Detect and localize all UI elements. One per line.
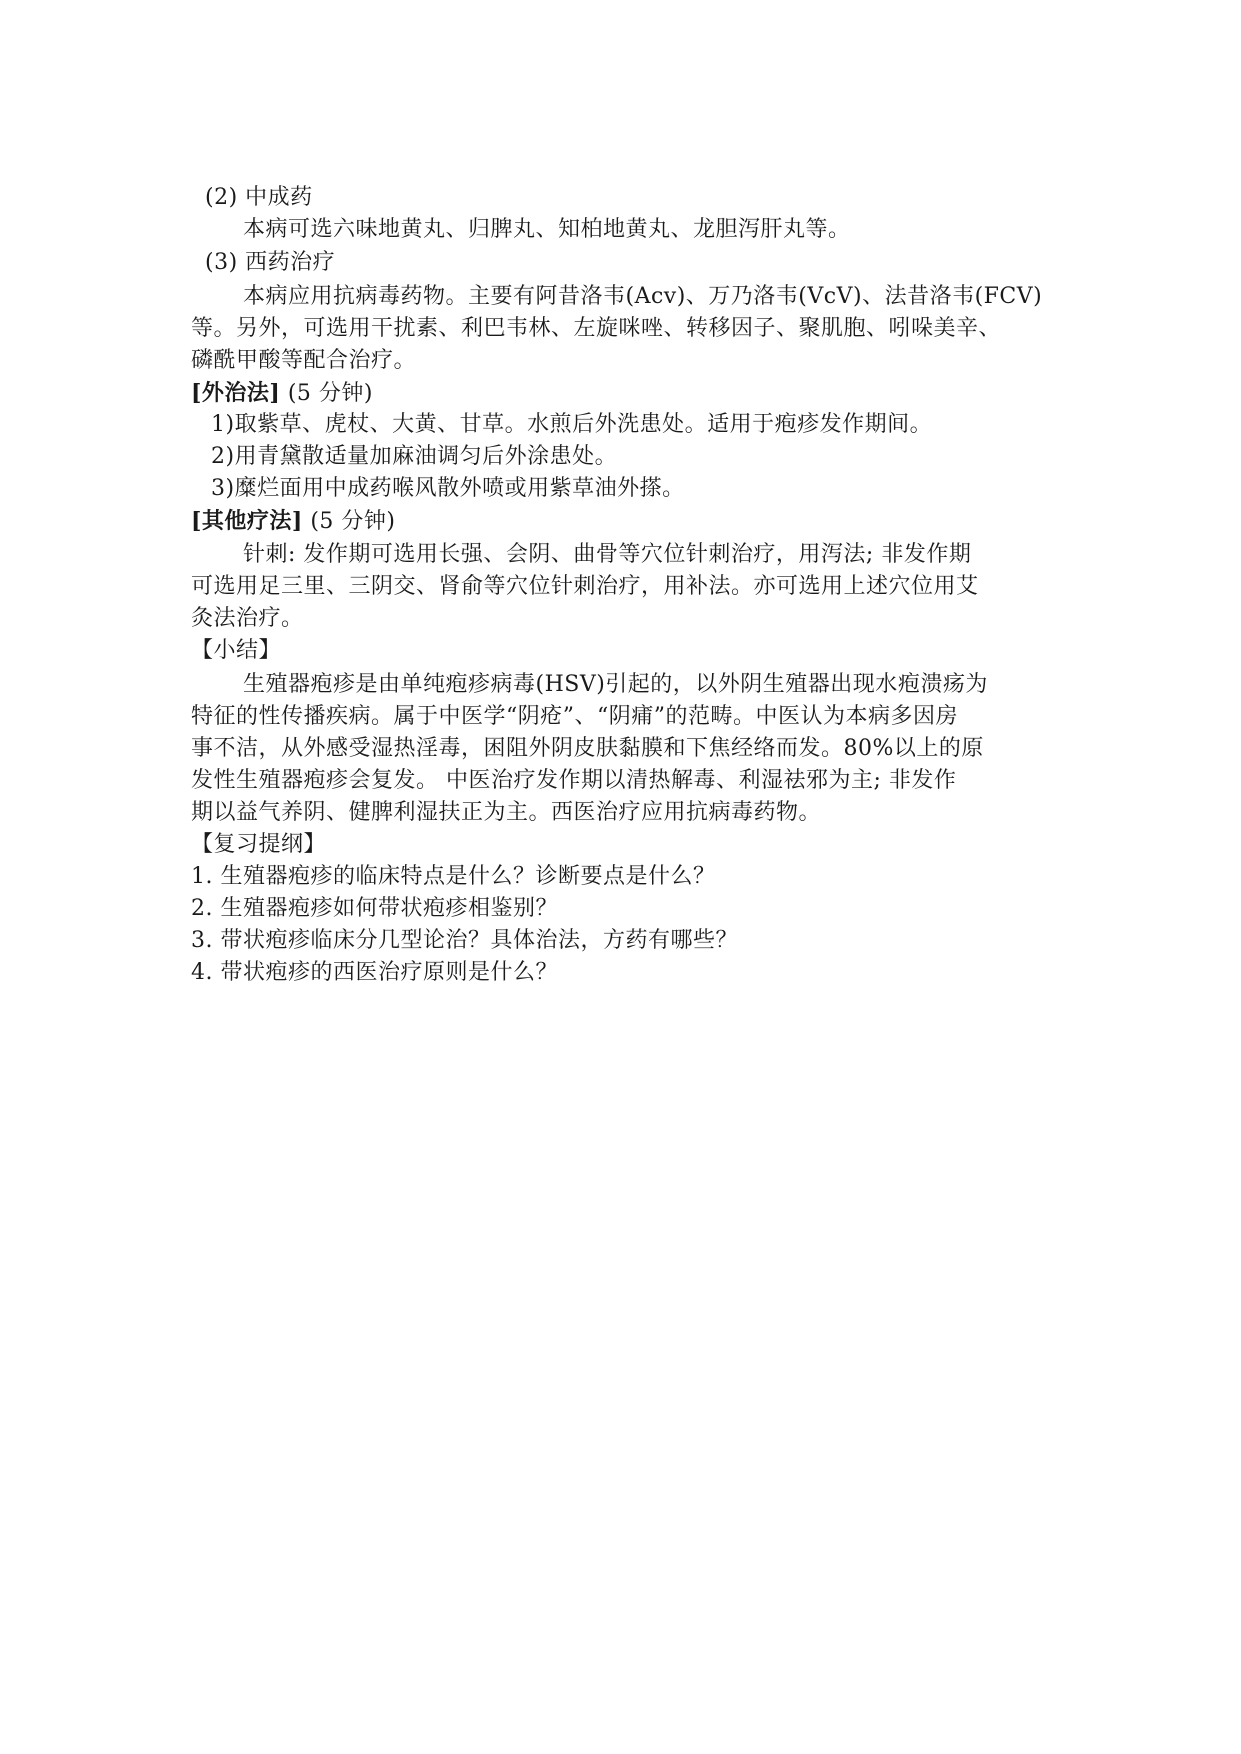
- summary-line-3: 事不洁，从外感受湿热淫毒，困阻外阴皮肤黏膜和下焦经络而发。80%以上的原: [191, 736, 984, 761]
- cpm-text: 本病可选六味地黄丸、归脾丸、知柏地黄丸、龙胆泻肝丸等。: [243, 217, 851, 242]
- cpm-heading: (2) 中成药: [205, 185, 313, 210]
- summary-line-2: 特征的性传播疾病。属于中医学“阴疮”、“阴痡”的范畴。中医认为本病多因房: [191, 704, 958, 729]
- external-heading: [191, 377, 373, 410]
- summary-title: 【小结】: [191, 638, 282, 663]
- summary-line-4: 发性生殖器疱疹会复发。 中医治疗发作期以清热解毒、利湿祛邪为主; 非发作: [191, 768, 957, 793]
- external-item-2: 2)用青黛散适量加麻油调匀后外涂患处。: [211, 444, 618, 469]
- other-line-1: 针刺: 发作期可选用长强、会阴、曲骨等穴位针刺治疗，用泻法; 非发作期: [243, 542, 972, 567]
- western-heading: (3) 西药治疗: [205, 250, 336, 275]
- western-line-2: 等。另外，可选用干扰素、利巴韦林、左旋咪唑、转移因子、聚肌胞、吲哚美辛、: [191, 316, 1002, 341]
- other-duration: (5 分钟): [310, 509, 396, 534]
- external-duration: (5 分钟): [287, 381, 373, 406]
- review-question-3: 3. 带状疱疹临床分几型论治？具体治法，方药有哪些？: [191, 928, 738, 953]
- external-item-1: 1)取紫草、虎杖、大黄、甘草。水煎后外洗患处。适用于疱疹发作期间。: [211, 412, 933, 437]
- other-line-3: 灸法治疗。: [191, 606, 304, 631]
- western-line-1: 本病应用抗病毒药物。主要有阿昔洛韦(Acv)、万乃洛韦(VcV)、法昔洛韦(FCV): [243, 284, 1043, 309]
- review-question-4: 4. 带状疱疹的西医治疗原则是什么？: [191, 960, 558, 985]
- summary-line-1: 生殖器疱疹是由单纯疱疹病毒(HSV)引起的，以外阴生殖器出现水疱溃疡为: [243, 672, 988, 697]
- external-item-3: 3)糜烂面用中成药喉风散外喷或用紫草油外搽。: [211, 476, 685, 501]
- review-question-1: 1. 生殖器疱疹的临床特点是什么？诊断要点是什么？: [191, 864, 716, 889]
- other-heading: [191, 505, 396, 538]
- summary-line-5: 期以益气养阴、健脾利湿扶正为主。西医治疗应用抗病毒药物。: [191, 800, 822, 825]
- other-title: [其他疗法]: [191, 508, 303, 534]
- other-line-2: 可选用足三里、三阴交、肾俞等穴位针刺治疗，用补法。亦可选用上述穴位用艾: [191, 574, 979, 599]
- western-line-3: 磷酰甲酸等配合治疗。: [191, 348, 417, 373]
- review-question-2: 2. 生殖器疱疹如何带状疱疹相鉴别？: [191, 896, 558, 921]
- review-title: 【复习提纲】: [191, 832, 327, 857]
- external-title: [外治法]: [191, 380, 281, 406]
